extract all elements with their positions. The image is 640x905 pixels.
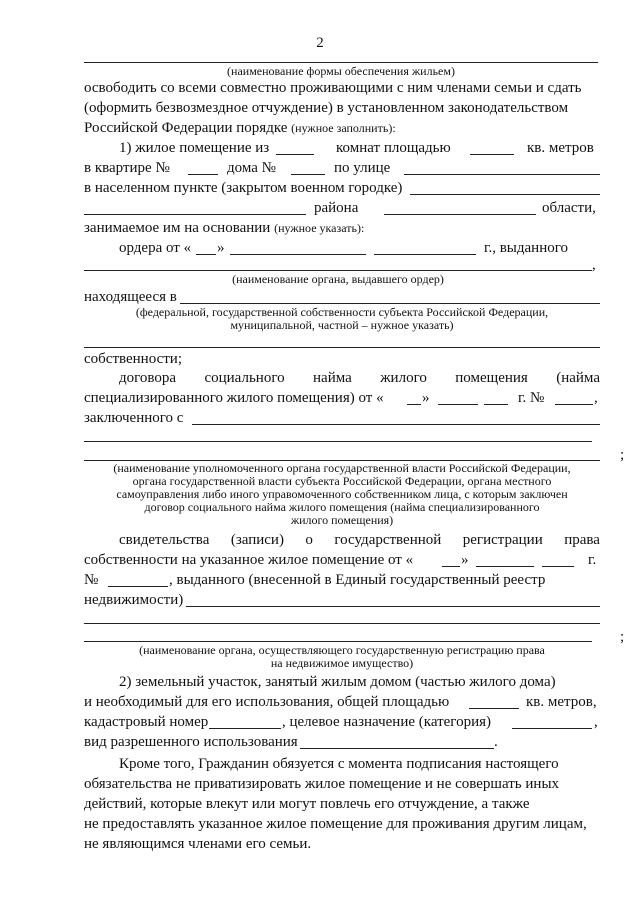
text-line: г. №	[518, 390, 545, 406]
street-field[interactable]	[404, 174, 600, 175]
text-line: кв. метров,	[526, 694, 597, 710]
comma: ,	[592, 257, 596, 273]
apartment-number-field[interactable]	[188, 174, 218, 175]
ownership-extra-field[interactable]	[84, 347, 600, 348]
house-number-field[interactable]	[291, 174, 325, 175]
caption-authority: договор социального найма жилого помещения (найма специализированного	[144, 500, 540, 514]
text-line: г.	[588, 552, 597, 568]
district-field[interactable]	[84, 214, 306, 215]
text-line: (оформить безвозмездное отчуждение) в установленном законодательством	[84, 100, 569, 116]
contract-party-field[interactable]	[192, 424, 600, 425]
comma: ,	[594, 390, 598, 406]
registry-field[interactable]	[186, 606, 600, 607]
text-line: 1) жилое помещение из	[119, 140, 270, 156]
contract-year-field[interactable]	[484, 404, 508, 405]
text-line: находящееся в	[84, 289, 177, 305]
cert-year-field[interactable]	[542, 566, 574, 567]
region-field[interactable]	[384, 214, 536, 215]
caption-order-issuer: (наименование органа, выдавшего ордер)	[232, 272, 444, 286]
text-line: обязательства не приватизировать жилое помещение и не совершать иных	[84, 776, 560, 792]
cert-month-field[interactable]	[476, 566, 534, 567]
contract-day-field[interactable]	[407, 404, 421, 405]
text-line: Кроме того, Гражданин обязуется с момента подписания настоящего	[119, 756, 559, 772]
text-line: кадастровый номер	[84, 714, 209, 730]
area-field[interactable]	[470, 154, 514, 155]
text-line: .	[494, 734, 498, 750]
cert-number-field[interactable]	[108, 586, 168, 587]
caption-registrar: (наименование органа, осуществляющего государственную регистрацию права	[139, 643, 545, 657]
text-line: недвижимости)	[84, 592, 184, 608]
caption-registrar: на недвижимое имущество)	[270, 656, 414, 670]
text-line: вид разрешенного использования	[84, 734, 298, 750]
text-line: Российской Федерации порядке (нужное заполнить):	[84, 120, 396, 136]
land-category-field[interactable]	[512, 728, 592, 729]
caption-authority: органа государственной власти субъекта Российской Федерации, органа местного	[132, 474, 552, 488]
order-month-field[interactable]	[230, 254, 366, 255]
contract-month-field[interactable]	[438, 404, 478, 405]
text-line: 2) земельный участок, занятый жилым домом (частью жилого дома)	[119, 674, 556, 690]
semicolon: ;	[620, 447, 625, 463]
ownership-type-field[interactable]	[180, 303, 600, 304]
text-line: в квартире №	[84, 160, 170, 176]
caption-property-type: муниципальной, частной – нужное указать)	[230, 318, 454, 332]
text-line: не предоставлять указанное жилое помещение для проживания другим лицам,	[84, 816, 587, 832]
text-line: по улице	[334, 160, 391, 176]
page-number: 2	[316, 35, 324, 51]
order-issuer-field[interactable]	[84, 270, 592, 271]
text-line: №	[84, 572, 99, 588]
settlement-field[interactable]	[410, 194, 600, 195]
caption-authority: (наименование уполномоченного органа государственной власти Российской Федерации,	[113, 461, 571, 475]
rooms-field[interactable]	[276, 154, 314, 155]
justified-line: свидетельства (записи) о государственной регистрации права	[119, 532, 600, 548]
text-line: занимаемое им на основании (нужное указать):	[84, 220, 365, 236]
form-name-line	[84, 62, 598, 63]
text-line: дома №	[227, 160, 276, 176]
order-year-field[interactable]	[374, 254, 476, 255]
comma: ,	[594, 714, 598, 730]
caption-form-name: (наименование формы обеспечения жильем)	[227, 64, 455, 78]
registry-field-2[interactable]	[84, 623, 600, 624]
justified-line: договора социального найма жилого помещения (найма	[119, 370, 600, 386]
text-line: комнат площадью	[336, 140, 451, 156]
text-line: , выданного (внесенной в Единый государственный реестр	[169, 572, 546, 588]
text-line: ордера от «	[119, 240, 192, 256]
permitted-use-field[interactable]	[300, 748, 494, 749]
text-line: области,	[542, 200, 596, 216]
text-line: собственности на указанное жилое помещение от «	[84, 552, 414, 568]
text-line: специализированного жилого помещения) от «	[84, 390, 384, 406]
contract-party-field-2[interactable]	[84, 441, 592, 442]
caption-authority: самоуправления либо иного управомоченного собственником лица, с которым заключен	[116, 487, 568, 501]
contract-number-field[interactable]	[555, 404, 593, 405]
semicolon: ;	[620, 629, 625, 645]
order-day-field[interactable]	[196, 254, 216, 255]
text-line: кв. метров	[527, 140, 594, 156]
text-line: района	[314, 200, 359, 216]
text-line: действий, которые влекут или могут повлечь его отчуждение, а также	[84, 796, 530, 812]
text-line: »	[422, 390, 430, 406]
text-line: заключенного с	[84, 410, 184, 426]
text-line: освободить со всеми совместно проживающими с ним членами семьи и сдать	[84, 80, 582, 96]
text-line: »	[217, 240, 225, 256]
text-line: , целевое назначение (категория)	[282, 714, 491, 730]
caption-authority: жилого помещения)	[290, 513, 394, 527]
text-line: в населенном пункте (закрытом военном городке)	[84, 180, 403, 196]
land-area-field[interactable]	[469, 708, 519, 709]
text-line: не являющимся членами его семьи.	[84, 836, 312, 852]
caption-property-type: (федеральной, государственной собственности субъекта Российской Федерации,	[135, 305, 549, 319]
cadastral-number-field[interactable]	[209, 728, 281, 729]
text-line: и необходимый для его использования, общей площадью	[84, 694, 450, 710]
registry-field-3[interactable]	[84, 641, 592, 642]
text-line: собственности;	[84, 351, 182, 367]
text-line: »	[461, 552, 469, 568]
cert-day-field[interactable]	[442, 566, 460, 567]
text-line: г., выданного	[484, 240, 568, 256]
